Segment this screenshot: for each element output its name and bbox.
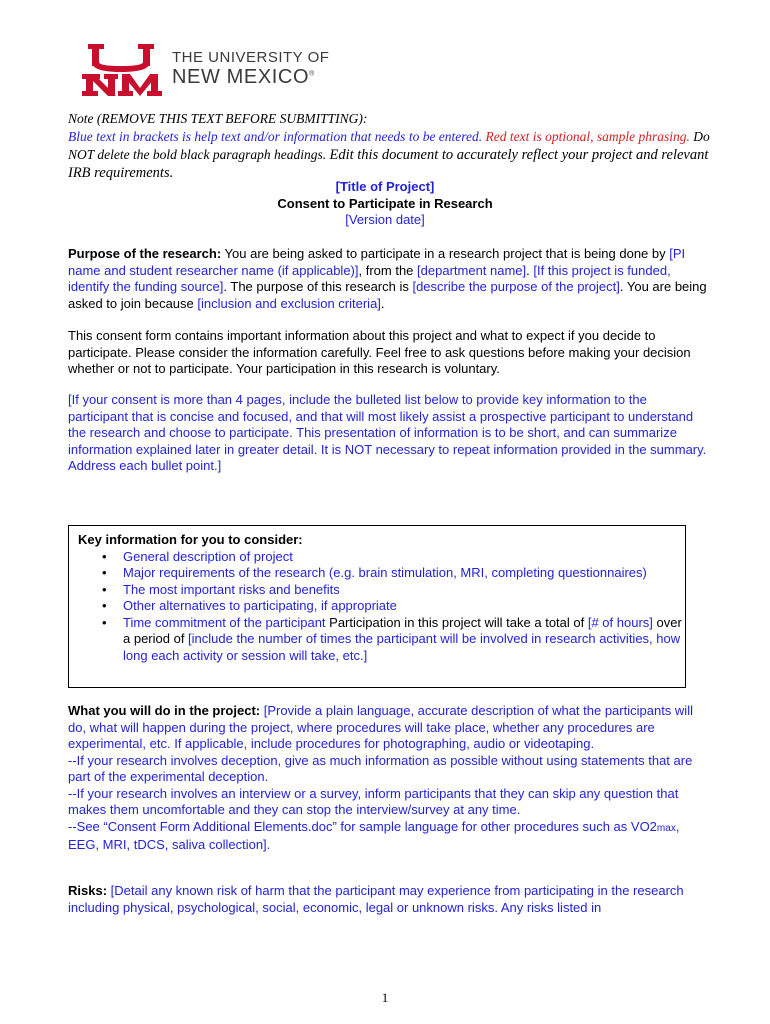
interview-note: --If your research involves an interview or a survey, inform participants that they can skip any question that makes them uncomfortable and they can stop the interview/survey at any time. bbox=[68, 785, 679, 817]
purpose-paragraph: Purpose of the research: You are being asked to participate in a research project that is being done by [PI name and student researcher name (if applicable)], from the [department name]. [If this project is funded, identify the funding source]. The purpose of this research is [describe the purpose of the project]. You are being asked to join because [inclusion and exclusion criteria]. bbox=[68, 246, 707, 311]
logo-line-2: NEW MEXICO® bbox=[172, 66, 315, 88]
purpose-heading: Purpose of the research: bbox=[68, 246, 222, 261]
consent-title: Consent to Participate in Research bbox=[277, 195, 493, 211]
note-label: Note (REMOVE THIS TEXT BEFORE SUBMITTING): bbox=[68, 111, 368, 126]
project-paragraph: What you will do in the project: [Provide a plain language, accurate description of what the participants will do, what will happen during the project, where procedures will take place, whether any procedures are experimental, etc. If applicable, include procedures for photographing, audio or videotaping. --If your research involves deception, give as much information as possible without using statements that are part of the experimental deception. --If your research involves an interview or a survey, inform participants that they can skip any question that makes them uncomfortable and they can stop the interview/survey at any time. --See “Consent Form Additional Elements.doc” for sample language for other procedures such as VO2max, EEG, MRI, tDCS, saliva collection]. bbox=[68, 703, 708, 854]
consent-info-paragraph: This consent form contains important information about this project and what to expect if you decide to participate. Please consider the information carefully. Feel free to ask questions before making your decision whether or not to participate. Your participation in this research is voluntary. bbox=[68, 328, 691, 376]
university-logo bbox=[82, 44, 332, 96]
version-date: [Version date] bbox=[345, 212, 425, 227]
note-red-text: Red text is optional, sample phrasing. bbox=[485, 129, 690, 144]
instruction-note bbox=[68, 110, 718, 182]
list-item: • Other alternatives to participating, if appropriate bbox=[123, 598, 685, 615]
unm-monogram-icon bbox=[82, 44, 162, 96]
project-heading: What you will do in the project: bbox=[68, 703, 261, 718]
key-info-list bbox=[78, 549, 685, 665]
list-item-time-commitment: • Time commitment of the participant Participation in this project will take a total of [# of hours] over a period of [include the number of times the participant will be involved in research activities, how long each activity or session will take, etc.] bbox=[123, 615, 685, 665]
project-title: [Title of Project] bbox=[335, 179, 435, 194]
list-item: • General description of project bbox=[123, 549, 685, 566]
note-blue-text: Blue text in brackets is help text and/or information that needs to be entered. bbox=[68, 129, 483, 144]
logo-line-1: THE UNIVERSITY OF bbox=[172, 49, 330, 66]
key-information-box bbox=[68, 525, 686, 688]
key-info-heading: Key information for you to consider: bbox=[78, 532, 303, 547]
list-item: • Major requirements of the research (e.g. brain stimulation, MRI, completing questionnaires) bbox=[123, 565, 685, 582]
risks-paragraph: Risks: [Detail any known risk of harm that the participant may experience from participating in the research including physical, psychological, social, economic, legal or unknown risks. Any risks listed in bbox=[68, 883, 684, 915]
note-black-text-2: Edit this document to accurately reflect your project and relevant IRB requirements. bbox=[68, 147, 709, 181]
additional-elements-note: --See “Consent Form Additional Elements.doc” for sample language for other procedures such as VO2max, EEG, MRI, tDCS, saliva collection]. bbox=[68, 818, 680, 852]
risks-heading: Risks: bbox=[68, 883, 108, 898]
page-number: 1 bbox=[381, 990, 389, 1005]
deception-note: --If your research involves deception, give as much information as possible without using statements that are part of the experimental deception. bbox=[68, 752, 693, 784]
document-titles bbox=[0, 179, 770, 229]
bullet-instruction-paragraph: [If your consent is more than 4 pages, include the bulleted list below to provide key information to the participant that is concise and focused, and that will most likely assist a prospective participant to understand the research and choose to participate. This presentation of information is to be short, and can summarize information explained later in greater detail. It is NOT necessary to repeat information provided in the summary. Address each bullet point.] bbox=[68, 392, 707, 473]
list-item: • The most important risks and benefits bbox=[123, 582, 685, 599]
note-black-text: Do NOT delete the bold black paragraph headings. bbox=[68, 129, 710, 162]
